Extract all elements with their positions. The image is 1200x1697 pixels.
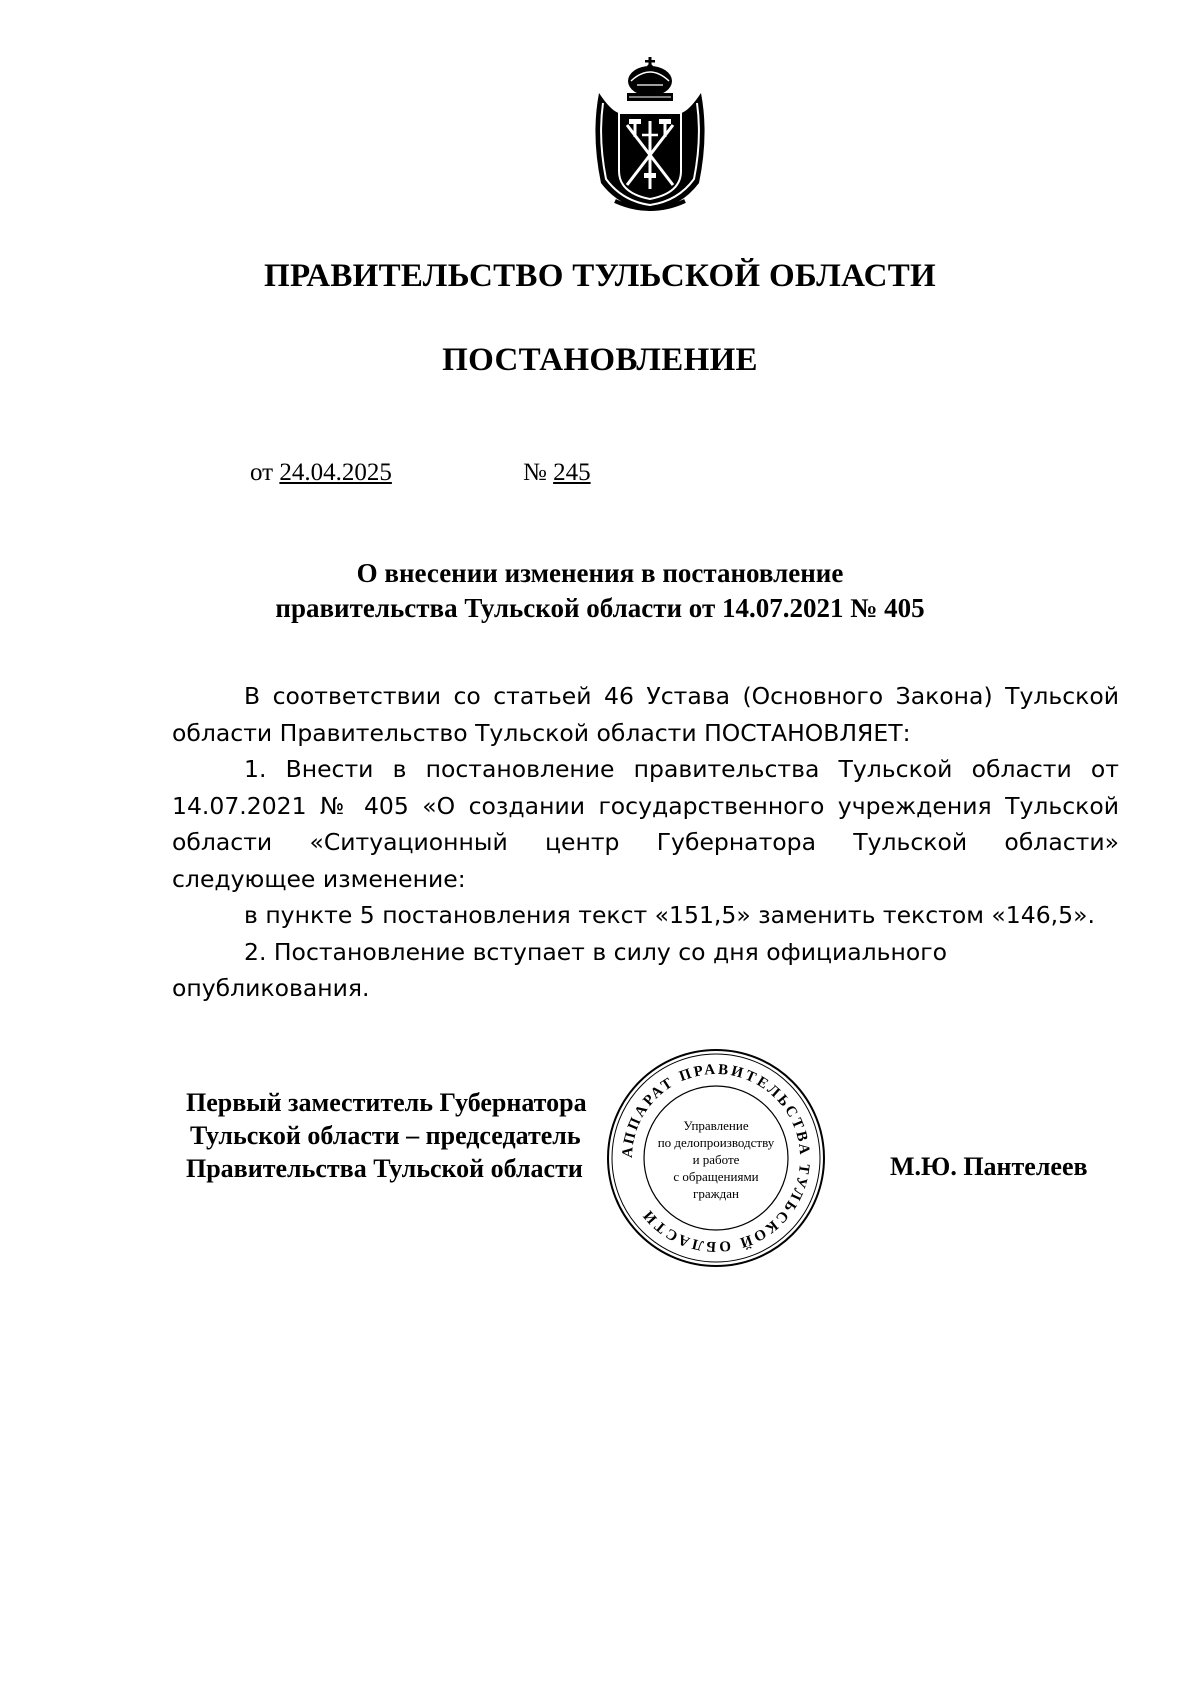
organization-title: ПРАВИТЕЛЬСТВО ТУЛЬСКОЙ ОБЛАСТИ <box>264 258 936 294</box>
stamp-center-line-4: с обращениями <box>673 1169 759 1184</box>
date-value: 24.04.2025 <box>279 459 392 486</box>
number-prefix: № <box>523 459 547 486</box>
official-stamp <box>605 1047 827 1269</box>
body-paragraph-2: 1. Внести в постановление правительства Тульской области от 14.07.2021 № 405 «О создании государственного учреждения Тульской области «Ситуационный центр Губернатора Тульской области» следующее изменение: <box>172 755 1119 893</box>
stamp-center-line-1: Управление <box>683 1118 749 1133</box>
position-line-3: Правительства Тульской области <box>186 1154 583 1183</box>
body-paragraph-1: В соответствии со статьей 46 Устава (Основного Закона) Тульской области Правительство Тульской области ПОСТАНОВЛЯЕТ: <box>172 682 1119 747</box>
document-number <box>523 459 591 487</box>
subject-line-1: О внесении изменения в постановление <box>356 558 844 588</box>
coat-of-arms-icon <box>589 55 711 215</box>
document-type: ПОСТАНОВЛЕНИЕ <box>442 342 758 378</box>
date-prefix: от <box>250 459 274 486</box>
signatory-position <box>186 1086 587 1185</box>
stamp-center-line-2: по делопроизводству <box>657 1135 775 1150</box>
body-paragraph-4: 2. Постановление вступает в силу со дня официального опубликования. <box>172 937 947 1002</box>
stamp-ring-text: АППАРАТ ПРАВИТЕЛЬСТВА ТУЛЬСКОЙ ОБЛАСТИ <box>619 1061 813 1255</box>
position-line-2: Тульской области – председатель <box>190 1121 581 1150</box>
subject-line-2: правительства Тульской области от 14.07.2021 № 405 <box>275 593 925 623</box>
signatory-name: М.Ю. Пантелеев <box>890 1152 1088 1181</box>
position-line-1: Первый заместитель Губернатора <box>186 1088 587 1117</box>
body-paragraph-3: в пункте 5 постановления текст «151,5» заменить текстом «146,5». <box>244 901 1095 929</box>
document-subject <box>0 556 1200 626</box>
document-body <box>172 678 1119 1007</box>
number-value: 245 <box>553 459 591 486</box>
document-date <box>250 459 392 487</box>
stamp-center-line-5: граждан <box>693 1186 739 1201</box>
stamp-center-line-3: и работе <box>692 1152 740 1167</box>
